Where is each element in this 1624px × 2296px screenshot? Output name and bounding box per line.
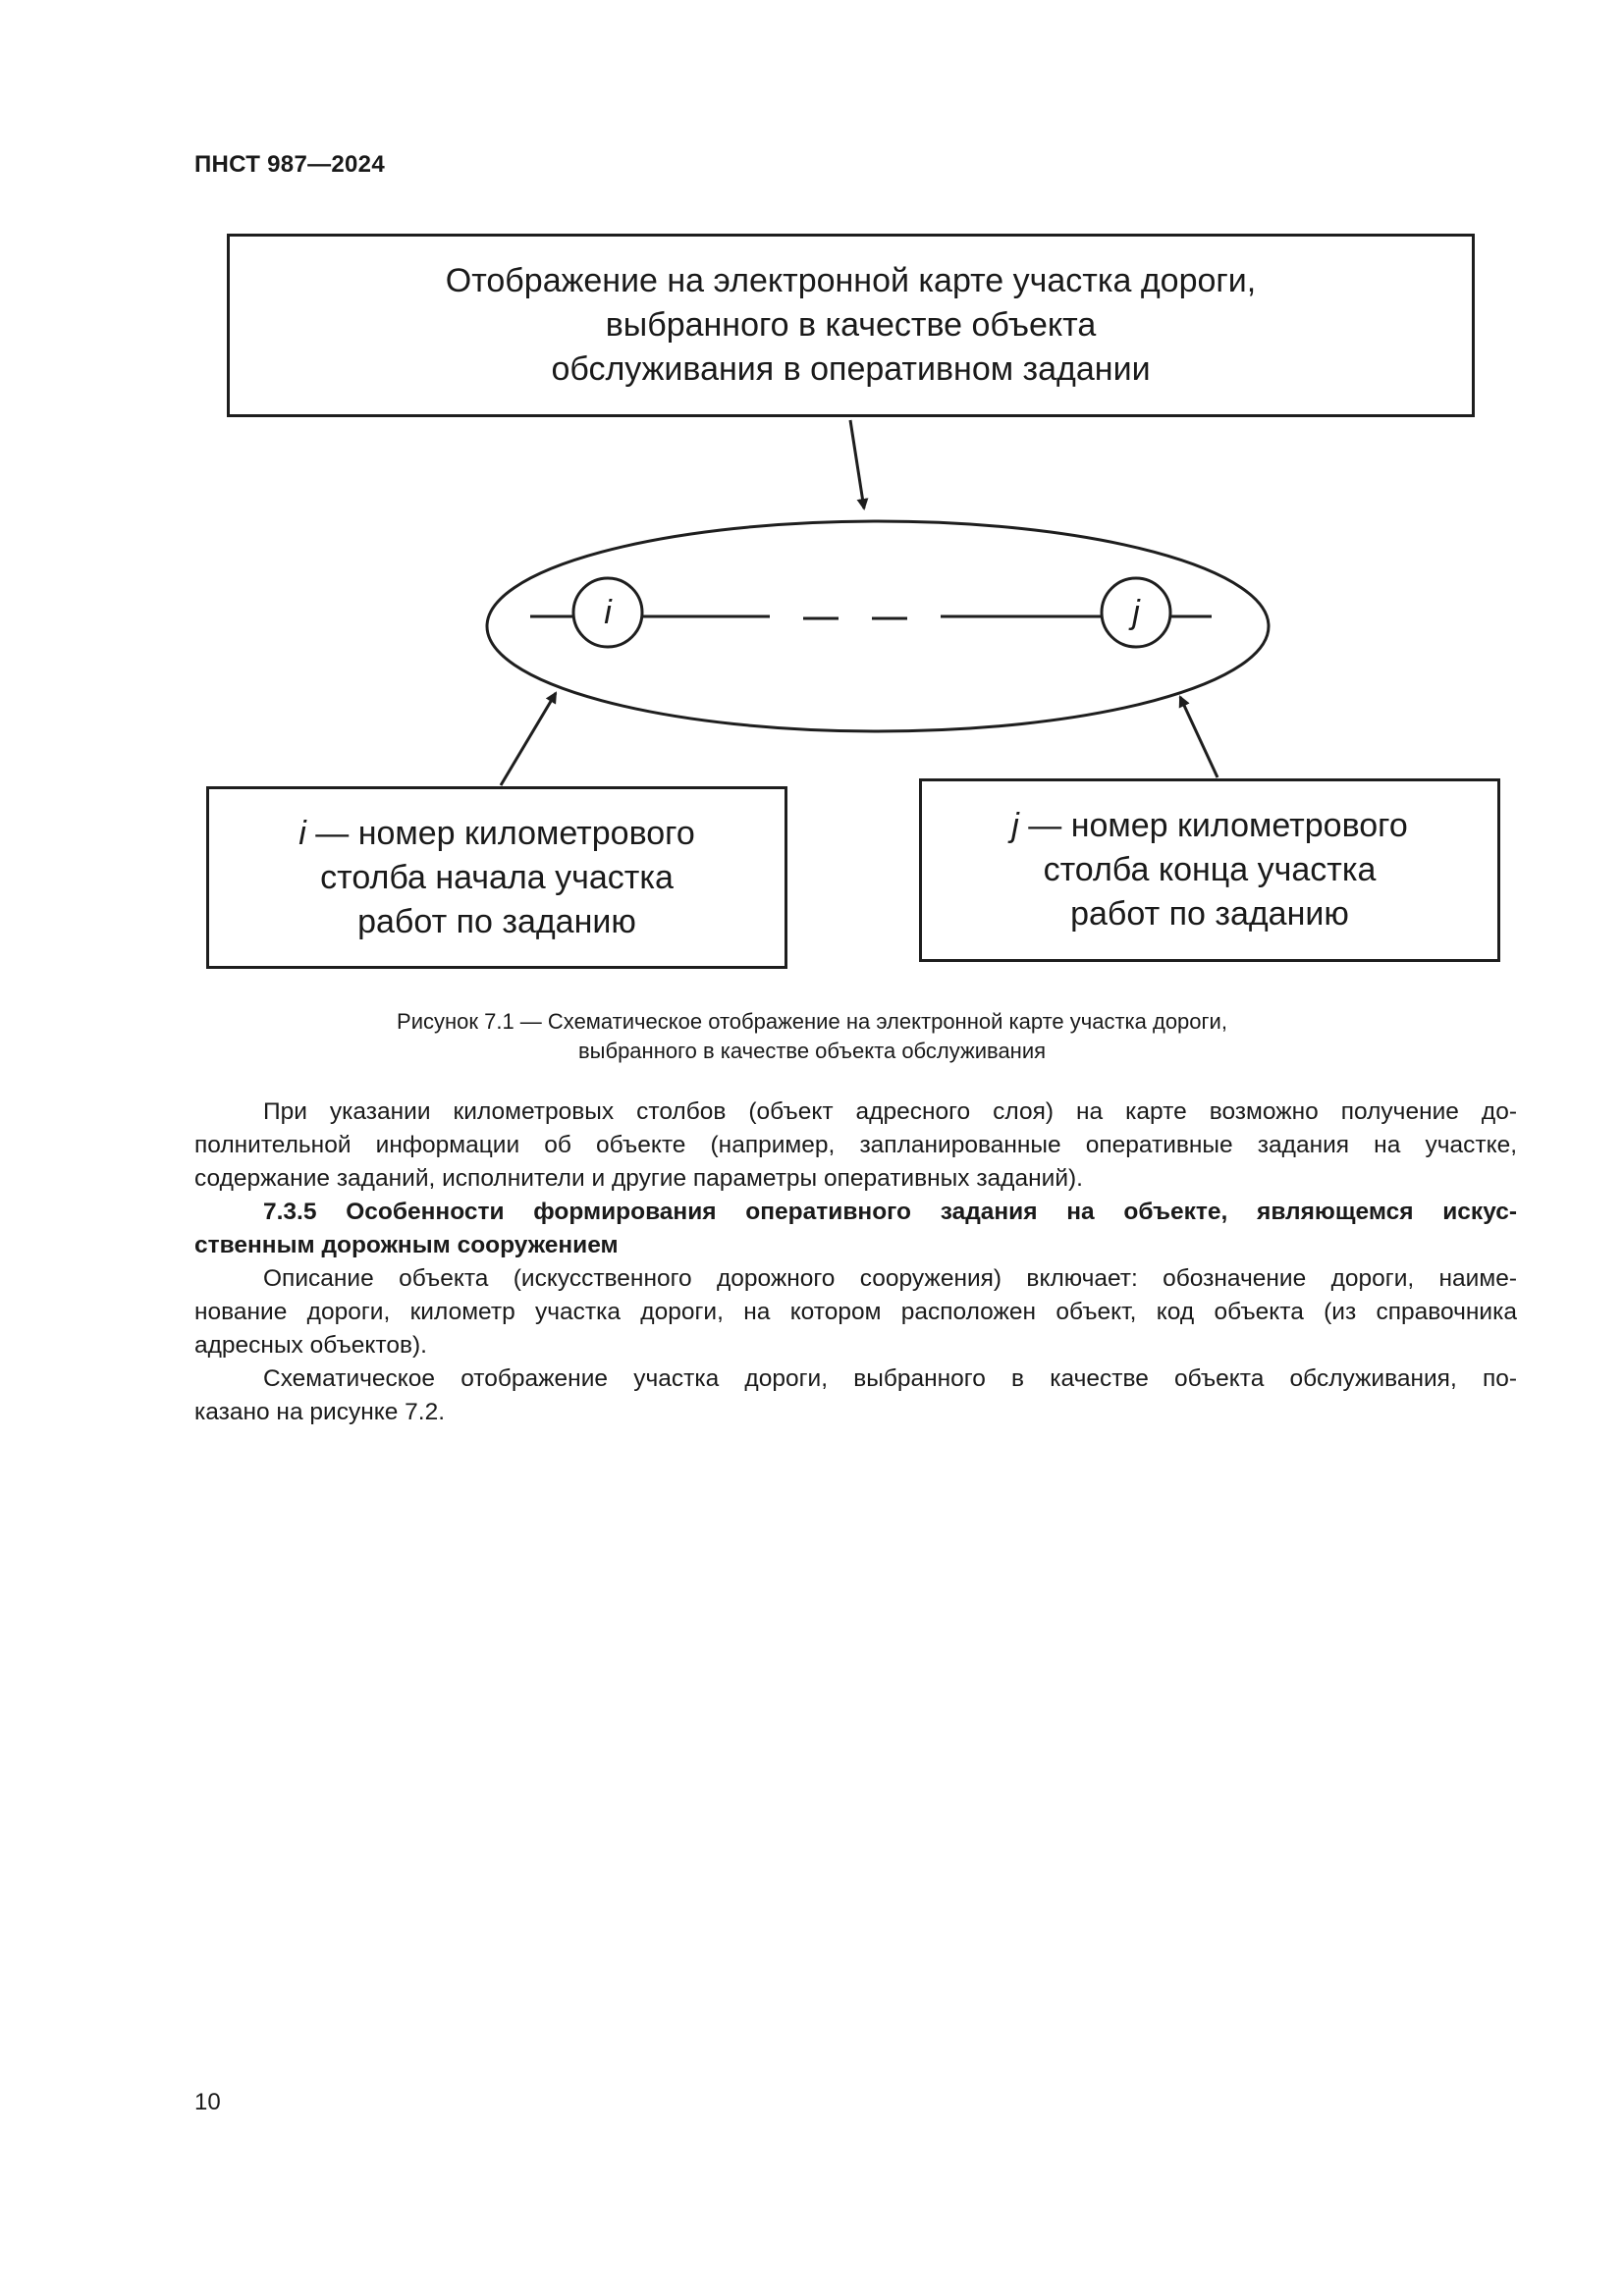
heading-line-1: 7.3.5 Особенности формирования оперативного задания на объекте, являющемся искус-	[263, 1199, 1517, 1225]
arrow-left-box-to-ellipse	[501, 693, 556, 785]
top-box-line-2: выбранного в качестве объекта	[605, 306, 1097, 344]
p2-line-3: адресных объектов).	[194, 1332, 427, 1359]
body-text	[194, 1095, 1517, 1429]
top-box-line-1: Отображение на электронной карте участка дороги,	[445, 262, 1257, 299]
start-box-line-1-text: — номер километрового	[305, 814, 695, 852]
end-box-line-2: столба конца участка	[1043, 851, 1377, 888]
paragraph-km-posts	[194, 1095, 1517, 1196]
figure-caption	[0, 1007, 1624, 1066]
start-box-line-3: работ по заданию	[357, 902, 636, 940]
arrow-top-to-ellipse	[850, 420, 864, 508]
p1-line-2: полнительной информации об объекте (например, запланированные оперативные задания на участке,	[194, 1132, 1517, 1158]
end-box-line-1-text: — номер километрового	[1018, 807, 1408, 844]
document-code-header: ПНСТ 987—2024	[194, 151, 385, 178]
end-box-line-3: работ по заданию	[1070, 895, 1349, 933]
start-box-symbol: i	[298, 814, 306, 852]
paragraph-object-description	[194, 1262, 1517, 1362]
heading-line-2: ственным дорожным сооружением	[194, 1232, 619, 1258]
top-box-line-3: обслуживания в оперативном задании	[551, 350, 1151, 388]
kilometer-post-i-label: i	[604, 594, 612, 631]
end-post-box	[919, 778, 1500, 962]
start-box-line-1	[298, 812, 694, 856]
p2-line-1: Описание объекта (искусственного дорожного сооружения) включает: обозначение дороги, наиме-	[263, 1265, 1517, 1292]
p2-line-2: нование дороги, километр участка дороги, на котором расположен объект, код объекта (из справочника	[194, 1299, 1517, 1325]
page-number: 10	[194, 2089, 221, 2115]
end-box-symbol: j	[1011, 807, 1019, 844]
kilometer-post-j-label: j	[1132, 594, 1140, 631]
section-heading-7-3-5	[194, 1196, 1517, 1262]
caption-line-2: выбранного в качестве объекта обслуживания	[577, 1039, 1047, 1063]
p3-line-1: Схематическое отображение участка дороги, выбранного в качестве объекта обслуживания, по-	[263, 1365, 1517, 1392]
caption-line-1: Рисунок 7.1 — Схематическое отображение на электронной карте участка дороги,	[397, 1009, 1227, 1034]
start-post-box	[206, 786, 787, 969]
arrow-right-box-to-ellipse	[1180, 697, 1218, 777]
start-box-line-2: столба начала участка	[320, 858, 674, 896]
paragraph-figure-reference	[194, 1362, 1517, 1429]
p1-line-1: При указании километровых столбов (объект адресного слоя) на карте возможно получение до-	[263, 1098, 1517, 1125]
p1-line-3: содержание заданий, исполнители и другие параметры оперативных заданий).	[194, 1165, 1083, 1192]
end-box-line-1	[1011, 804, 1407, 848]
top-description-box	[227, 234, 1475, 417]
p3-line-2: казано на рисунке 7.2.	[194, 1399, 446, 1425]
figure-7-1	[0, 0, 1624, 982]
